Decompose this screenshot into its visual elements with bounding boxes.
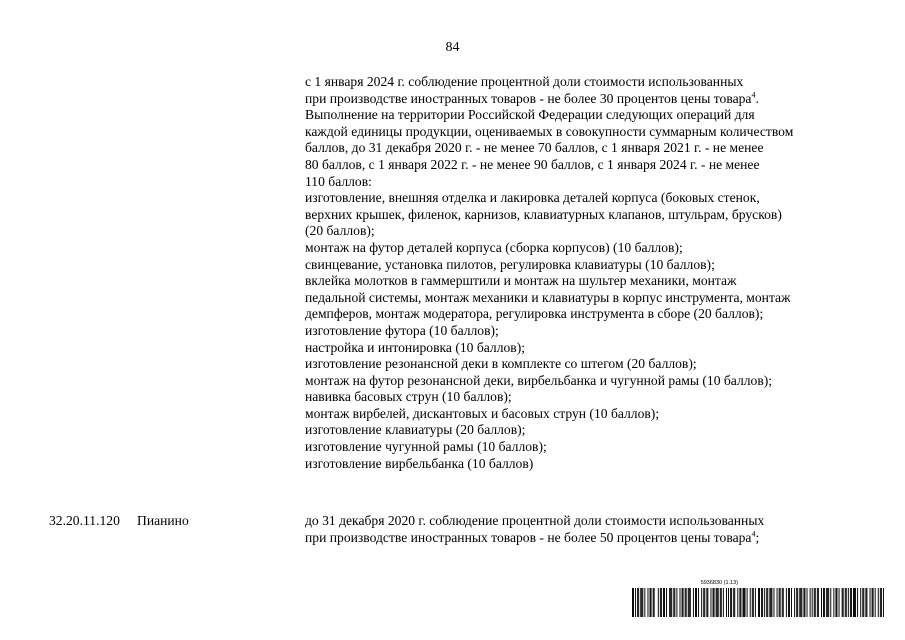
product-code: 32.20.11.120 — [49, 513, 120, 528]
requirement-line — [305, 240, 793, 257]
requirement-line — [305, 439, 793, 456]
barcode-bar — [720, 588, 721, 617]
barcode-bar — [728, 588, 729, 617]
requirement-2-line-punct: ; — [755, 529, 760, 545]
document-barcode — [632, 580, 884, 618]
barcode-bar — [880, 588, 881, 617]
barcode-bar — [680, 588, 681, 617]
requirement-line — [305, 190, 793, 207]
barcode-bar — [824, 588, 825, 617]
requirement-line-text: Выполнение на территории Российской Федерации следующих операций для — [305, 107, 755, 123]
requirement-line-text: монтаж вирбелей, дискантовых и басовых струн (10 баллов); — [305, 405, 660, 421]
barcode-bar — [651, 588, 652, 617]
barcode-bar — [661, 588, 662, 617]
barcode-bar — [664, 588, 665, 617]
requirement-line-text: баллов, до 31 декабря 2020 г. - не менее 70 баллов, с 1 января 2021 г. - не менее — [305, 140, 764, 156]
barcode-bar — [762, 588, 763, 617]
barcode-bar — [704, 588, 705, 617]
requirement-line — [305, 207, 793, 224]
requirement-line — [305, 107, 793, 124]
barcode-bar — [875, 588, 876, 617]
barcode-bar — [642, 588, 643, 617]
barcode-bar — [682, 588, 683, 617]
barcode-bar — [739, 588, 740, 617]
barcode-bar — [730, 588, 731, 617]
barcode-bar — [690, 588, 691, 617]
barcode-bar — [782, 588, 783, 617]
requirement-line — [305, 91, 793, 108]
barcode-bar — [830, 588, 831, 617]
requirement-line — [305, 373, 793, 390]
barcode-bar — [701, 588, 702, 617]
barcode-bar — [794, 588, 795, 617]
barcode-bar — [726, 588, 727, 617]
requirement-line — [305, 456, 793, 473]
requirement-line-text: изготовление вирбельбанка (10 баллов) — [305, 455, 534, 471]
requirement-line-text: изготовление клавиатуры (20 баллов); — [305, 422, 526, 438]
requirement-line-text: настройка и интонировка (10 баллов); — [305, 339, 525, 355]
requirement-line-text: 80 баллов, с 1 января 2022 г. - не менее 90 баллов, с 1 января 2024 г. - не менее — [305, 156, 760, 172]
barcode-bar — [686, 588, 687, 617]
barcode-bar — [855, 588, 856, 617]
barcode-bar — [669, 588, 670, 617]
barcode-bar — [753, 588, 754, 617]
requirement-line — [305, 157, 793, 174]
requirement-line-text: изготовление чугунной рамы (10 баллов); — [305, 439, 547, 455]
barcode-bar — [771, 588, 772, 617]
barcode-bar — [743, 588, 744, 617]
barcode-bar — [766, 588, 767, 617]
barcode-bar — [857, 588, 858, 617]
barcode-bar — [666, 588, 667, 617]
barcode-bar — [800, 588, 801, 617]
barcode-bar — [791, 588, 792, 617]
barcode-bar — [654, 588, 655, 617]
barcode-bar — [845, 588, 846, 617]
barcode-bar — [632, 588, 633, 617]
barcode-bar — [848, 588, 849, 617]
requirement-line — [305, 406, 793, 423]
barcode-bar — [786, 588, 787, 617]
barcode-bar — [744, 588, 745, 617]
barcode-bar — [872, 588, 873, 617]
barcode-bar — [860, 588, 861, 617]
barcode-bar — [828, 588, 829, 617]
barcode-bar — [723, 588, 724, 617]
barcode-bar — [721, 588, 722, 617]
barcode-bar — [747, 588, 748, 617]
barcode-icon — [632, 588, 884, 617]
barcode-bar — [676, 588, 677, 617]
barcode-bar — [761, 588, 762, 617]
barcode-bar — [755, 588, 756, 617]
requirement-line — [305, 273, 793, 290]
barcode-bar — [750, 588, 751, 617]
requirement-line — [305, 323, 793, 340]
product-requirements-text — [305, 74, 793, 472]
barcode-bar — [710, 588, 711, 617]
requirement-line-text: (20 баллов); — [305, 223, 375, 239]
barcode-bar — [673, 588, 674, 617]
barcode-bar — [714, 588, 715, 617]
barcode-bar — [803, 588, 804, 617]
barcode-bar — [769, 588, 770, 617]
barcode-bar — [801, 588, 802, 617]
requirement-line-text: вклейка молотков в гаммерштили и монтаж на шультер механики, монтаж — [305, 273, 737, 289]
requirement-line — [305, 257, 793, 274]
requirement-line — [305, 140, 793, 157]
barcode-bar — [745, 588, 746, 617]
barcode-bar — [866, 588, 867, 617]
requirement-line-text: монтаж на футор деталей корпуса (сборка корпусов) (10 баллов); — [305, 239, 683, 255]
barcode-bar — [671, 588, 672, 617]
barcode-bar — [814, 588, 815, 617]
barcode-bar — [881, 588, 882, 617]
barcode-bar — [835, 588, 836, 617]
barcode-bar — [717, 588, 718, 617]
requirement-line-text: демпферов, монтаж модератора, регулировка инструмента в сборе (20 баллов); — [305, 306, 764, 322]
barcode-bar — [689, 588, 690, 617]
barcode-bar — [644, 588, 645, 617]
barcode-bar — [779, 588, 780, 617]
barcode-bar — [883, 588, 884, 617]
barcode-bar — [733, 588, 734, 617]
barcode-bar — [638, 588, 639, 617]
barcode-bar — [799, 588, 800, 617]
requirement-line-text: верхних крышек, филенок, карнизов, клавиатурных клапанов, штульрам, брусков) — [305, 206, 782, 222]
barcode-bar — [770, 588, 771, 617]
barcode-bar — [674, 588, 675, 617]
barcode-bar — [854, 588, 855, 617]
barcode-bar — [863, 588, 864, 617]
barcode-bar — [878, 588, 879, 617]
barcode-bar — [807, 588, 808, 617]
requirement-line-punct: . — [755, 90, 759, 106]
requirement-line — [305, 356, 793, 373]
requirement-line — [305, 124, 793, 141]
barcode-bar — [670, 588, 671, 617]
barcode-bar — [836, 588, 837, 617]
barcode-bar — [660, 588, 661, 617]
footnote-mark: 4 — [751, 90, 756, 100]
barcode-bar — [773, 588, 774, 617]
requirement-2-line-text: до 31 декабря 2020 г. соблюдение процентной доли стоимости использованных — [305, 513, 765, 528]
barcode-bar — [731, 588, 732, 617]
barcode-bar — [846, 588, 847, 617]
barcode-bar — [663, 588, 664, 617]
barcode-bar — [850, 588, 851, 617]
barcode-bar — [713, 588, 714, 617]
barcode-bar — [821, 588, 822, 617]
barcode-bar — [777, 588, 778, 617]
barcode-bar — [815, 588, 816, 617]
barcode-bar — [716, 588, 717, 617]
barcode-bar — [698, 588, 699, 617]
requirement-line — [305, 223, 793, 240]
requirement-line — [305, 290, 793, 307]
barcode-bar — [804, 588, 805, 617]
page-number: 84 — [445, 40, 460, 55]
requirement-2-line — [305, 530, 764, 547]
barcode-bar — [737, 588, 738, 617]
barcode-bar — [853, 588, 854, 617]
barcode-bar — [752, 588, 753, 617]
requirement-line-text: монтаж на футор резонансной деки, вирбельбанка и чугунной рамы (10 баллов); — [305, 372, 773, 388]
barcode-bar — [653, 588, 654, 617]
barcode-bar — [759, 588, 760, 617]
barcode-bar — [695, 588, 696, 617]
requirement-line-text: педальной системы, монтаж механики и клавиатуры в корпус инструмента, монтаж — [305, 289, 791, 305]
barcode-bar — [865, 588, 866, 617]
requirement-line — [305, 389, 793, 406]
requirement-line-text: изготовление, внешняя отделка и лакировка деталей корпуса (боковых стенок, — [305, 190, 760, 206]
requirement-line-text: 110 баллов: — [305, 173, 372, 189]
requirement-line-text: свинцевание, установка пилотов, регулировка клавиатуры (10 баллов); — [305, 256, 715, 272]
barcode-bar — [707, 588, 708, 617]
barcode-bar — [783, 588, 784, 617]
barcode-bar — [706, 588, 707, 617]
barcode-bar — [734, 588, 735, 617]
barcode-bar — [637, 588, 638, 617]
barcode-bar — [826, 588, 827, 617]
requirement-line — [305, 306, 793, 323]
barcode-bar — [842, 588, 843, 617]
barcode-bar — [833, 588, 834, 617]
barcode-bar — [870, 588, 871, 617]
requirement-line — [305, 422, 793, 439]
barcode-bar — [862, 588, 863, 617]
barcode-bar — [789, 588, 790, 617]
requirement-line-text: с 1 января 2024 г. соблюдение процентной доли стоимости использованных — [305, 74, 744, 89]
barcode-label: 5936830 (1.13) — [700, 580, 738, 586]
requirement-line — [305, 340, 793, 357]
barcode-bar — [647, 588, 648, 617]
requirement-2-line — [305, 513, 764, 530]
barcode-bar — [633, 588, 634, 617]
barcode-bar — [810, 588, 811, 617]
barcode-bar — [796, 588, 797, 617]
product-name: Пианино — [137, 513, 189, 528]
barcode-bar — [703, 588, 704, 617]
requirement-line-text: при производстве иностранных товаров - не более 30 процентов цены товара — [305, 90, 752, 106]
barcode-bar — [812, 588, 813, 617]
barcode-bar — [823, 588, 824, 617]
barcode-bar — [758, 588, 759, 617]
barcode-bar — [818, 588, 819, 617]
barcode-bar — [693, 588, 694, 617]
barcode-bar — [839, 588, 840, 617]
barcode-bar — [767, 588, 768, 617]
barcode-bar — [780, 588, 781, 617]
product-requirements-text-2 — [305, 513, 764, 546]
barcode-bar — [683, 588, 684, 617]
barcode-bar — [688, 588, 689, 617]
barcode-bar — [696, 588, 697, 617]
barcode-bar — [658, 588, 659, 617]
barcode-bar — [764, 588, 765, 617]
footnote-mark: 4 — [751, 529, 756, 539]
barcode-bar — [640, 588, 641, 617]
requirement-2-line-text: при производстве иностранных товаров - не более 50 процентов цены товара — [305, 529, 752, 545]
requirement-line-text: изготовление футора (10 баллов); — [305, 322, 499, 338]
barcode-bar — [650, 588, 651, 617]
requirement-line — [305, 74, 793, 91]
barcode-bar — [827, 588, 828, 617]
barcode-bar — [740, 588, 741, 617]
requirement-line-text: изготовление резонансной деки в комплекте со штегом (20 баллов); — [305, 356, 697, 372]
requirement-line-text: каждой единицы продукции, оцениваемых в совокупности суммарным количеством — [305, 123, 794, 139]
barcode-bar — [685, 588, 686, 617]
barcode-bar — [851, 588, 852, 617]
barcode-bar — [873, 588, 874, 617]
barcode-bar — [635, 588, 636, 617]
barcode-bar — [797, 588, 798, 617]
barcode-bar — [843, 588, 844, 617]
barcode-bar — [641, 588, 642, 617]
requirement-line-text: навивка басовых струн (10 баллов); — [305, 389, 512, 405]
barcode-bar — [788, 588, 789, 617]
barcode-bar — [817, 588, 818, 617]
barcode-bar — [718, 588, 719, 617]
requirement-line — [305, 174, 793, 191]
